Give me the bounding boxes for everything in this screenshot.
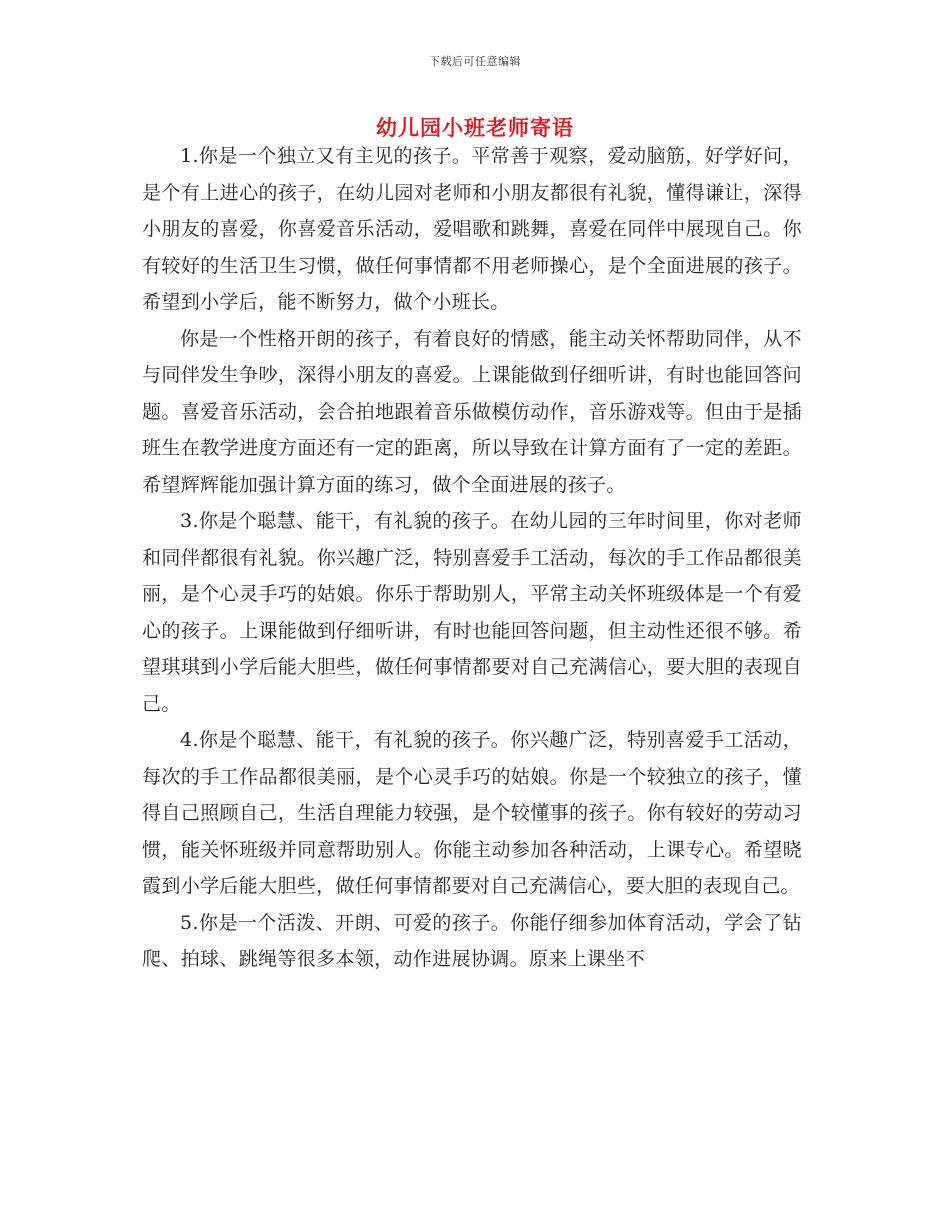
paragraph-4: 4.你是个聪慧、能干，有礼貌的孩子。你兴趣广泛，特别喜爱手工活动，每次的手工作品都很美丽，是个心灵手巧的姑娘。你是一个较独立的孩子，懂得自己照顾自己，生活自理能力较强，是个较懂事的孩子。你有较好的劳动习惯，能关怀班级并同意帮助别人。你能主动参加各种活动，上课专心。希望晓霞到小学后能大胆些，做任何事情都要对自己充满信心，要大胆的表现自己。 <box>142 729 802 897</box>
header-note: 下载后可任意编辑 <box>429 55 521 68</box>
document-body <box>142 138 802 978</box>
paragraph-3: 3.你是个聪慧、能干，有礼貌的孩子。在幼儿园的三年时间里，你对老师和同伴都很有礼貌。你兴趣广泛，特别喜爱手工活动，每次的手工作品都很美丽，是个心灵手巧的姑娘。你乐于帮助别人，平常主动关怀班级体是一个有爱心的孩子。上课能做到仔细听讲，有时也能回答问题，但主动性还很不够。希望琪琪到小学后能大胆些，做任何事情都要对自己充满信心，要大胆的表现自己。 <box>142 510 802 715</box>
paragraph-5: 5.你是一个活泼、开朗、可爱的孩子。你能仔细参加体育活动，学会了钻爬、拍球、跳绳等很多本领，动作进展协调。原来上课坐不 <box>142 911 802 970</box>
paragraph-1: 1.你是一个独立又有主见的孩子。平常善于观察，爱动脑筋，好学好问，是个有上进心的孩子，在幼儿园对老师和小朋友都很有礼貌，懂得谦让，深得小朋友的喜爱，你喜爱音乐活动，爱唱歌和跳舞，喜爱在同伴中展现自己。你有较好的生活卫生习惯，做任何事情都不用老师操心，是个全面进展的孩子。希望到小学后，能不断努力，做个小班长。 <box>142 145 802 313</box>
document-title: 幼儿园小班老师寄语 <box>376 116 574 140</box>
paragraph-2: 你是一个性格开朗的孩子，有着良好的情感，能主动关怀帮助同伴，从不与同伴发生争吵，深得小朋友的喜爱。上课能做到仔细听讲，有时也能回答问题。喜爱音乐活动，会合拍地跟着音乐做模仿动作，音乐游戏等。但由于是插班生在教学进度方面还有一定的距离，所以导致在计算方面有了一定的差距。希望辉辉能加强计算方面的练习，做个全面进展的孩子。 <box>142 327 802 496</box>
